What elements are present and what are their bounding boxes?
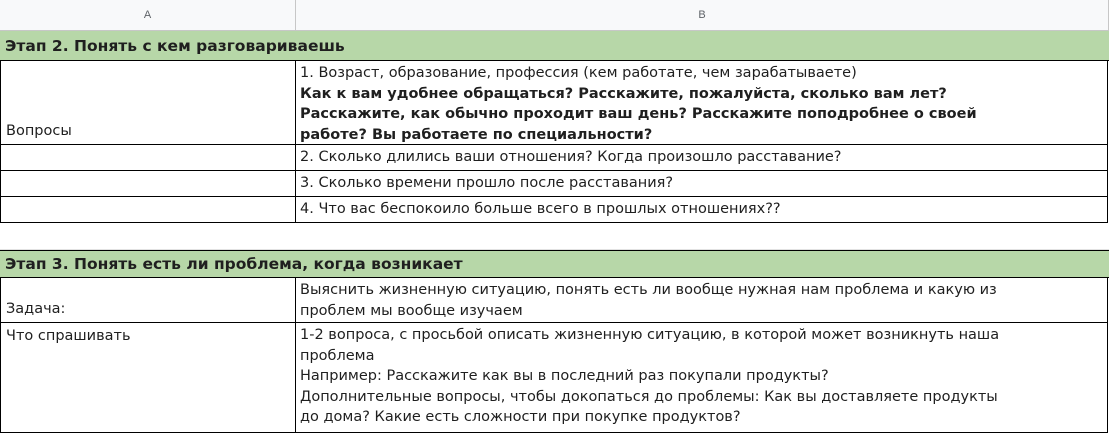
cell-questions-label[interactable] bbox=[0, 61, 296, 145]
questions-label: Вопросы bbox=[6, 122, 72, 139]
question-1-bold-line: работе? Вы работаете по специальности? bbox=[300, 126, 653, 143]
stage-3-header[interactable] bbox=[0, 250, 1109, 278]
question-4-text: 4. Что вас беспокоило больше всего в прошлых отношениях?? bbox=[300, 201, 781, 217]
task-line: Выяснить жизненную ситуацию, понять есть ли вообще нужная нам проблема и какую из bbox=[300, 282, 997, 298]
table-row bbox=[0, 278, 1109, 323]
cell-task-text[interactable] bbox=[296, 278, 1108, 323]
column-header-a[interactable]: A bbox=[0, 0, 296, 31]
empty-row[interactable] bbox=[0, 223, 1109, 250]
question-1-bold-line: Расскажите, как обычно проходит ваш день? Расскажите поподробнее о своей bbox=[300, 106, 977, 122]
ask-line: 1-2 вопроса, с просьбой описать жизненную ситуацию, в которой может возникнуть наша bbox=[300, 327, 1000, 343]
cell-empty[interactable] bbox=[0, 171, 296, 197]
column-header-b[interactable]: B bbox=[296, 0, 1109, 31]
cell-task-label[interactable] bbox=[0, 278, 296, 323]
ask-line: Например: Расскажите как вы в последний раз покупали продукты? bbox=[300, 368, 829, 384]
question-1-bold-line: Как к вам удобнее обращаться? Расскажите, пожалуйста, сколько вам лет? bbox=[300, 85, 947, 102]
stage-2-header[interactable] bbox=[0, 31, 1109, 61]
ask-label: Что спрашивать bbox=[6, 328, 131, 344]
cell-empty[interactable] bbox=[0, 197, 296, 223]
cell-ask-text[interactable] bbox=[296, 323, 1108, 433]
table-row bbox=[0, 61, 1109, 145]
task-label: Задача: bbox=[6, 300, 66, 317]
ask-line: проблема bbox=[300, 347, 375, 364]
cell-empty[interactable] bbox=[0, 145, 296, 171]
question-1-text: 1. Возраст, образование, профессия (кем работате, чем зарабатываете) bbox=[300, 65, 857, 81]
table-row bbox=[0, 197, 1109, 223]
cell-question-2[interactable] bbox=[296, 145, 1108, 171]
cell-question-4[interactable] bbox=[296, 197, 1108, 223]
ask-line: Дополнительные вопросы, чтобы докопаться до проблемы: Как вы доставляете продукты bbox=[300, 388, 998, 405]
table-row bbox=[0, 323, 1109, 433]
question-3-text: 3. Сколько времени прошло после расставания? bbox=[300, 175, 674, 191]
task-line: проблем мы вообще изучаем bbox=[300, 302, 523, 319]
stage-3-title: Этап 3. Понять есть ли проблема, когда возникает bbox=[5, 255, 463, 273]
question-2-text: 2. Сколько длились ваши отношения? Когда произошло расставание? bbox=[300, 149, 842, 165]
stage-2-title: Этап 2. Понять с кем разговариваешь bbox=[5, 36, 345, 55]
cell-ask-label[interactable] bbox=[0, 323, 296, 433]
cell-question-3[interactable] bbox=[296, 171, 1108, 197]
table-row bbox=[0, 145, 1109, 171]
table-row bbox=[0, 171, 1109, 197]
cell-question-1[interactable] bbox=[296, 61, 1108, 145]
ask-line: до дома? Какие есть сложности при покупке продуктов? bbox=[300, 409, 741, 425]
